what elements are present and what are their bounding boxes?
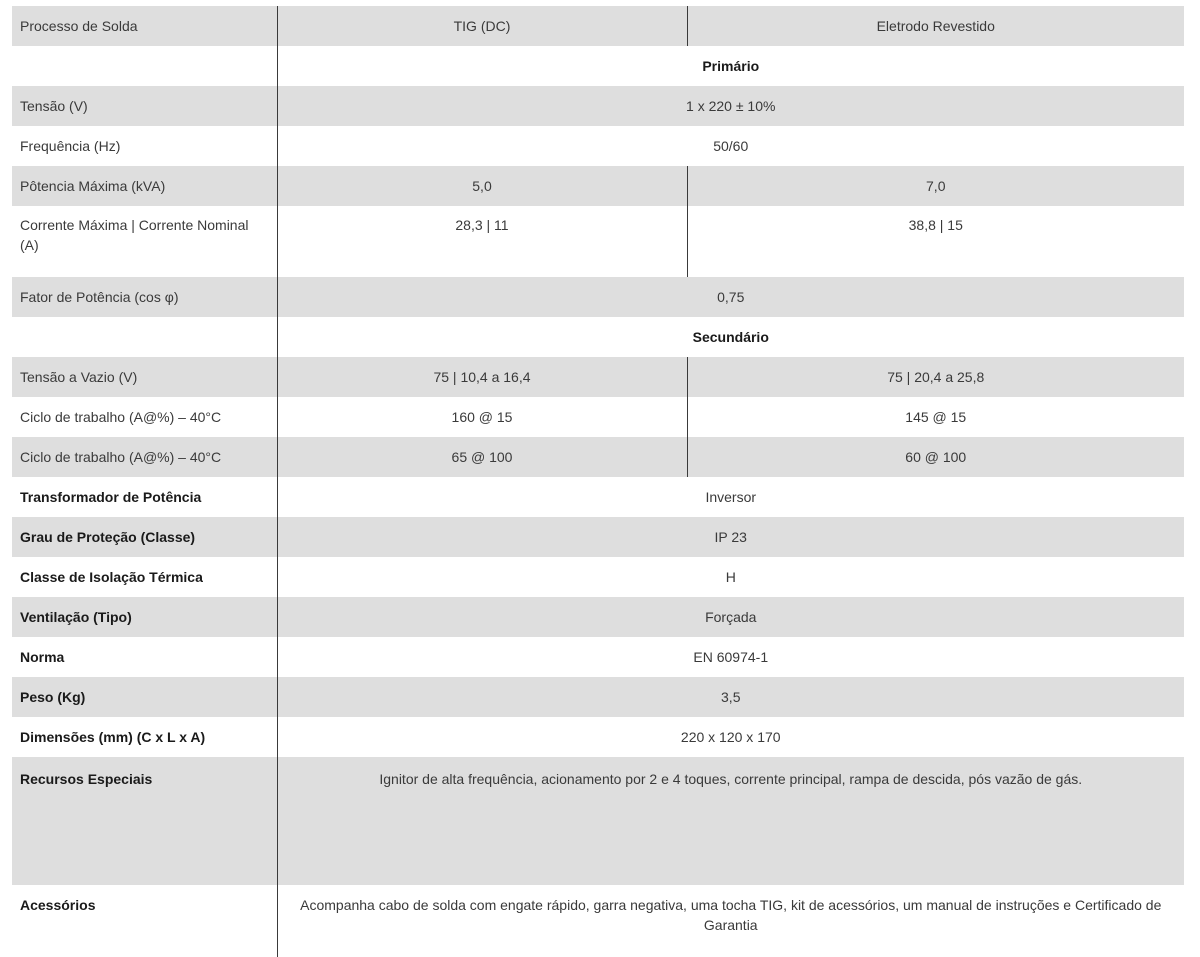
table-row	[12, 437, 1184, 477]
row-value-eletrodo: 38,8 | 15	[687, 206, 1184, 277]
row-label: Frequência (Hz)	[12, 126, 277, 166]
table-row	[12, 86, 1184, 126]
spec-table	[12, 6, 1184, 957]
empty-cell	[12, 46, 277, 86]
row-label: Fator de Potência (cos φ)	[12, 277, 277, 317]
header-processo: Processo de Solda	[12, 6, 277, 46]
section-primario: Primário	[277, 46, 1184, 86]
row-value: Acompanha cabo de solda com engate rápido, garra negativa, uma tocha TIG, kit de acessórios, um manual de instruções e Certificado de Garantia	[277, 885, 1184, 957]
table-row	[12, 397, 1184, 437]
empty-cell	[12, 317, 277, 357]
row-label: Tensão a Vazio (V)	[12, 357, 277, 397]
row-value-tig: 75 | 10,4 a 16,4	[277, 357, 687, 397]
row-value-eletrodo: 75 | 20,4 a 25,8	[687, 357, 1184, 397]
row-label: Corrente Máxima | Corrente Nominal (A)	[12, 206, 277, 277]
row-value: Inversor	[277, 477, 1184, 517]
table-row	[12, 717, 1184, 757]
row-label: Acessórios	[12, 885, 277, 957]
row-value: 50/60	[277, 126, 1184, 166]
section-primario-row	[12, 46, 1184, 86]
row-value: EN 60974-1	[277, 637, 1184, 677]
table-row	[12, 166, 1184, 206]
row-label: Classe de Isolação Térmica	[12, 557, 277, 597]
row-value: IP 23	[277, 517, 1184, 557]
row-label: Dimensões (mm) (C x L x A)	[12, 717, 277, 757]
row-label: Grau de Proteção (Classe)	[12, 517, 277, 557]
row-value: H	[277, 557, 1184, 597]
table-row	[12, 357, 1184, 397]
row-label: Ventilação (Tipo)	[12, 597, 277, 637]
table-row	[12, 277, 1184, 317]
section-secundario-row	[12, 317, 1184, 357]
row-label: Ciclo de trabalho (A@%) – 40°C	[12, 437, 277, 477]
row-value: 220 x 120 x 170	[277, 717, 1184, 757]
table-row	[12, 206, 1184, 277]
row-value: Forçada	[277, 597, 1184, 637]
table-row	[12, 477, 1184, 517]
table-row	[12, 557, 1184, 597]
header-eletrodo: Eletrodo Revestido	[687, 6, 1184, 46]
table-row	[12, 597, 1184, 637]
table-row	[12, 677, 1184, 717]
row-value-eletrodo: 60 @ 100	[687, 437, 1184, 477]
row-value: 1 x 220 ± 10%	[277, 86, 1184, 126]
table-header-row	[12, 6, 1184, 46]
table-row	[12, 637, 1184, 677]
row-value-eletrodo: 7,0	[687, 166, 1184, 206]
spec-table-container	[12, 6, 1184, 957]
row-value-eletrodo: 145 @ 15	[687, 397, 1184, 437]
header-tig: TIG (DC)	[277, 6, 687, 46]
section-secundario: Secundário	[277, 317, 1184, 357]
row-label: Recursos Especiais	[12, 757, 277, 885]
row-value-tig: 5,0	[277, 166, 687, 206]
row-value-tig: 65 @ 100	[277, 437, 687, 477]
row-label: Peso (Kg)	[12, 677, 277, 717]
row-label: Norma	[12, 637, 277, 677]
row-value: 0,75	[277, 277, 1184, 317]
table-row	[12, 126, 1184, 166]
row-label: Transformador de Potência	[12, 477, 277, 517]
table-row	[12, 517, 1184, 557]
row-value-tig: 28,3 | 11	[277, 206, 687, 277]
row-value: 3,5	[277, 677, 1184, 717]
row-value: Ignitor de alta frequência, acionamento por 2 e 4 toques, corrente principal, rampa de descida, pós vazão de gás.	[277, 757, 1184, 885]
row-label: Ciclo de trabalho (A@%) – 40°C	[12, 397, 277, 437]
row-value-tig: 160 @ 15	[277, 397, 687, 437]
row-label: Tensão (V)	[12, 86, 277, 126]
table-row	[12, 885, 1184, 957]
row-label: Pôtencia Máxima (kVA)	[12, 166, 277, 206]
table-row	[12, 757, 1184, 885]
